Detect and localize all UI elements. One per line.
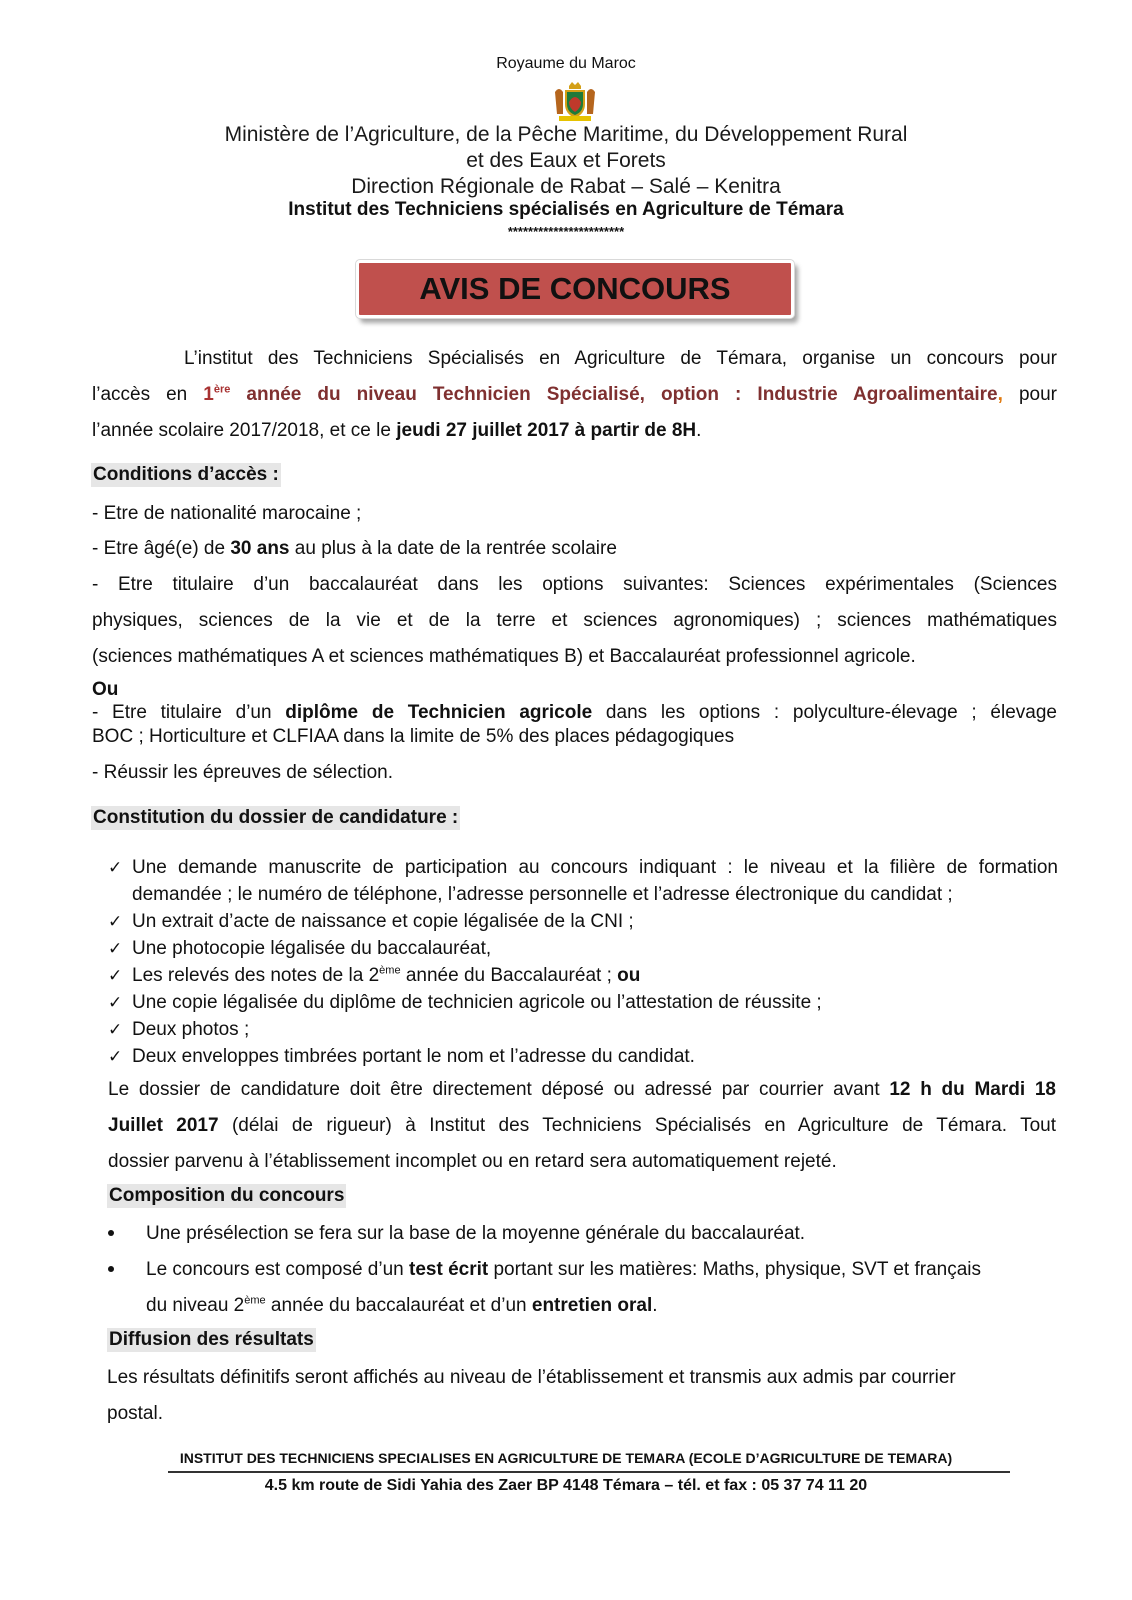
list-item: Le concours est composé d’un test écrit portant sur les matières: Maths, physique, SVT et français du niveau 2ème année du baccalauréat et d’un entretien oral. [106,1252,1056,1324]
section-heading-composition: Composition du concours [109,1185,345,1206]
intro-paragraph [92,341,1057,449]
condition-baccalaureate: - Etre titulaire d’un baccalauréat dans les options suivantes: Sciences expérimentales (Sciences physiques, sciences de la vie et de la terre et sciences agronomiques) ; sciences mathématiques (sciences mathématiques A et sciences mathématiques B) et Baccalauréat professionnel agricole. [92,574,1057,667]
section-heading-results: Diffusion des résultats [109,1329,314,1350]
notice-title: AVIS DE CONCOURS [356,260,794,318]
program-highlight: année du niveau Technicien Spécialisé, option : Industrie Agroalimentaire [230,384,998,405]
list-item: ✓ Un extrait d’acte de naissance et copie légalisée de la CNI ; [108,908,1058,935]
list-item: ✓ Deux photos ; [108,1016,1058,1043]
dossier-checklist [108,854,1058,1070]
or-label: Ou [92,679,119,700]
exam-date: jeudi 27 juillet 2017 à partir de 8H [396,420,697,441]
footer-divider [168,1471,1010,1473]
checkmark-icon: ✓ [108,993,123,1012]
checkmark-icon: ✓ [108,912,123,931]
ordinal: 1 [203,384,214,405]
condition-selection: - Réussir les épreuves de sélection. [92,762,393,783]
direction-line: Direction Régionale de Rabat – Salé – Kenitra [351,175,781,198]
deadline-paragraph: Le dossier de candidature doit être directement déposé ou adressé par courrier avant 12 h du Mardi 18 Juillet 2017 (délai de rigueur) à Institut des Techniciens Spécialisés en Agriculture de Témara. Tout dossier parvenu à l’établissement incomplet ou en retard sera automatiquement rejeté. [108,1079,1056,1172]
intro-line-3: l’année scolaire 2017/2018, et ce le jeudi 27 juillet 2017 à partir de 8H. [92,420,702,441]
checkmark-icon: ✓ [108,1047,123,1066]
condition-age: - Etre âgé(e) de 30 ans au plus à la date de la rentrée scolaire [92,538,617,559]
footer-address: 4.5 km route de Sidi Yahia des Zaer BP 4148 Témara – tél. et fax : 05 37 74 11 20 [264,1477,868,1494]
list-item: ✓ Les relevés des notes de la 2ème année du Baccalauréat ; ou [108,962,1058,989]
section-heading-conditions: Conditions d’accès : [93,464,279,485]
ministry-line-1: Ministère de l’Agriculture, de la Pêche Maritime, du Développement Rural [224,123,908,146]
ministry-name [0,122,1132,200]
composition-list [106,1216,1056,1324]
ministry-line-2: et des Eaux et Forets [466,149,666,172]
checkmark-icon: ✓ [108,966,123,985]
intro-line-1: L’institut des Techniciens Spécialisés en Agriculture de Témara, organise un concours pour [184,348,1057,369]
institute-name: Institut des Techniciens spécialisés en Agriculture de Témara [288,199,844,220]
footer-institution: INSTITUT DES TECHNICIENS SPECIALISES EN AGRICULTURE DE TEMARA (ECOLE D’AGRICULTURE DE TEMARA) [179,1450,953,1466]
results-paragraph: Les résultats définitifs seront affichés au niveau de l’établissement et transmis aux admis par courrier postal. [107,1367,956,1424]
list-item: ✓ Une photocopie légalisée du baccalauréat, [108,935,1058,962]
intro-line-2: l’accès en 1ère année du niveau Technicien Spécialisé, option : Industrie Agroalimentaire, pour [92,383,1057,405]
bullet-icon [108,1230,114,1236]
checkmark-icon: ✓ [108,858,123,877]
bullet-icon [108,1266,114,1272]
checkmark-icon: ✓ [108,939,123,958]
section-heading-dossier: Constitution du dossier de candidature : [93,807,459,828]
list-item: ✓ Une demande manuscrite de participation au concours indiquant : le niveau et la filière de formation demandée ; le numéro de téléphone, l’adresse personnelle et l’adresse électronique du candidat ; [108,854,1058,908]
list-item: ✓ Une copie légalisée du diplôme de technicien agricole ou l’attestation de réussite ; [108,989,1058,1016]
list-item: Une présélection se fera sur la base de la moyenne générale du baccalauréat. [106,1216,1056,1252]
royal-coat-of-arms-icon [551,80,599,124]
kingdom-label: Royaume du Maroc [496,55,636,72]
separator: *********************** [507,224,625,239]
condition-nationality: - Etre de nationalité marocaine ; [92,503,362,524]
condition-diploma: - Etre titulaire d’un diplôme de Technicien agricole dans les options : polyculture-élevage ; élevage BOC ; Horticulture et CLFIAA dans la limite de 5% des places pédagogiques [92,702,1057,747]
list-item: ✓ Deux enveloppes timbrées portant le nom et l’adresse du candidat. [108,1043,1058,1070]
checkmark-icon: ✓ [108,1020,123,1039]
